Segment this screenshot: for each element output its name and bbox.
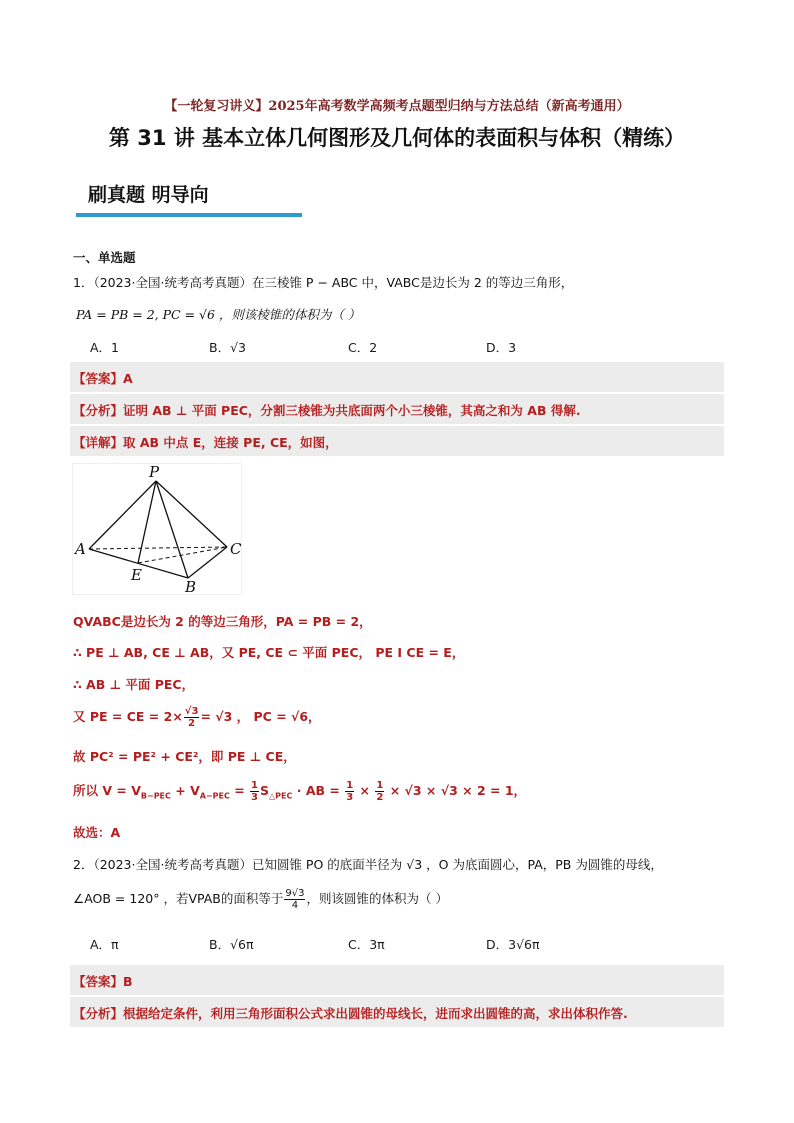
sub-triangle-pec: △PEC [269,791,293,801]
q1-step-5: 故 PC² = PE² + CE²，即 PE ⊥ CE， [73,749,296,764]
frac-den: 2 [188,718,196,729]
q1-step-6-head: 所以 V = V [73,783,141,798]
q1-step-1: QVABC是边长为 2 的等边三角形，PA = PB = 2， [73,614,372,629]
q2-answer-bar [70,965,724,995]
fraction-9sqrt3-over-4 [284,888,305,911]
q1-detail-label: 【详解】 [73,435,124,450]
q1-stem-line2: PA = PB = 2, PC = √6 ，则该棱锥的体积为（ ） [76,307,361,322]
q1-detail-bar [70,426,724,456]
section-banner: 刷真题 明导向 [88,184,209,206]
q2-stem-line2-head: ∠AOB = 120° ，若VPAB的面积等于 [73,891,284,906]
section-type: 一、单选题 [73,250,136,265]
q1-option-d: D．3 [486,340,517,355]
q1-step-6-eq: = [229,783,250,798]
fraction-1-2 [375,780,384,803]
q2-analysis-line [73,1004,628,1022]
q1-step-2: ∴ PE ⊥ AB, CE ⊥ AB，又 PE, CE ⊂ 平面 PEC， PE I CE = E， [73,645,465,660]
frac-num: 1 [251,780,258,791]
q1-detail-text: 取 AB 中点 E，连接 PE, CE，如图， [123,435,338,450]
label-e: E [131,566,142,584]
label-p: P [149,464,160,481]
label-b: B [185,578,197,594]
q1-analysis-text: 证明 AB ⊥ 平面 PEC，分割三棱锥为共底面两个小三棱锥，其高之和为 AB 得解. [123,403,581,418]
times-sign: × [355,783,375,798]
q1-step-4-tail: = √3 ， PC = √6， [200,709,321,724]
q2-stem-line2-tail: ，则该圆锥的体积为（ ） [306,891,448,906]
frac-num: 1 [376,780,384,791]
sub-a-pec: A−PEC [199,791,230,801]
q1-step-4-head: 又 PE = CE = 2× [73,709,183,724]
q1-answer-bar [70,362,724,392]
q2-option-c: C．3π [348,937,385,952]
q2-stem-line1: 2．（2023·全国·统考高考真题）已知圆锥 PO 的底面半径为 √3 ，O 为底面圆心，PA，PB 为圆锥的母线， [73,857,663,872]
pyramid-diagram [73,464,241,594]
label-c: C [230,540,241,558]
q2-answer: 【答案】B [73,974,133,989]
q1-option-c: C．2 [348,340,378,355]
q1-answer: 【答案】A [73,371,133,386]
page-title: 第 31 讲 基本立体几何图形及几何体的表面积与体积（精练） [108,126,686,150]
q2-option-a: A．π [90,937,119,952]
q1-option-a: A．1 [90,340,120,355]
pyramid-figure [72,463,242,595]
frac-den: 3 [251,792,258,803]
q2-analysis-text: 根据给定条件，利用三角形面积公式求出圆锥的母线长，进而求出圆锥的高，求出体积作答. [123,1006,628,1021]
frac-num: 1 [346,780,354,791]
area-symbol: S [260,783,270,798]
q1-choose: 故选：A [73,825,121,840]
q1-step-3: ∴ AB ⊥ 平面 PEC， [73,677,195,692]
document-subtitle: 【一轮复习讲义】2025年高考数学高频考点题型归纳与方法总结（新高考通用） [164,99,630,114]
q1-step-6-result: × √3 × √3 × 2 = 1， [385,783,527,798]
q1-analysis-line [73,401,581,419]
q2-option-d: D．3√6π [486,937,540,952]
sub-b-pec: B−PEC [140,791,171,801]
q1-option-b: B．√3 [209,340,246,355]
q2-analysis-bar [70,997,724,1027]
q1-step-6 [73,780,526,803]
q1-analysis-label: 【分析】 [73,403,124,418]
edge-pa [89,481,156,549]
q1-step-6-plus: + V [170,783,200,798]
section-underline [76,213,302,217]
fraction-1-3-b [345,780,354,803]
frac-den: 4 [291,900,299,911]
q2-stem-line2 [73,888,448,911]
q2-option-b: B．√6π [209,937,254,952]
frac-num: 9√3 [285,888,305,899]
q2-analysis-label: 【分析】 [73,1006,124,1021]
frac-num: √3 [184,706,199,717]
q1-analysis-bar [70,394,724,424]
q1-step-4 [73,706,321,729]
q1-step-6-ab: · AB = [292,783,345,798]
label-a: A [75,540,86,558]
q1-detail-line [73,433,338,451]
frac-den: 3 [346,792,354,803]
fraction-sqrt3-over-2 [184,706,200,729]
q1-stem-line1: 1．（2023·全国·统考高考真题）在三棱锥 P − ABC 中，VABC是边长为 2 的等边三角形， [73,275,574,290]
fraction-1-3 [250,780,259,803]
edge-ac-hidden [89,547,227,549]
edge-pe [138,481,156,563]
edge-bc [188,547,227,578]
frac-den: 2 [376,792,384,803]
